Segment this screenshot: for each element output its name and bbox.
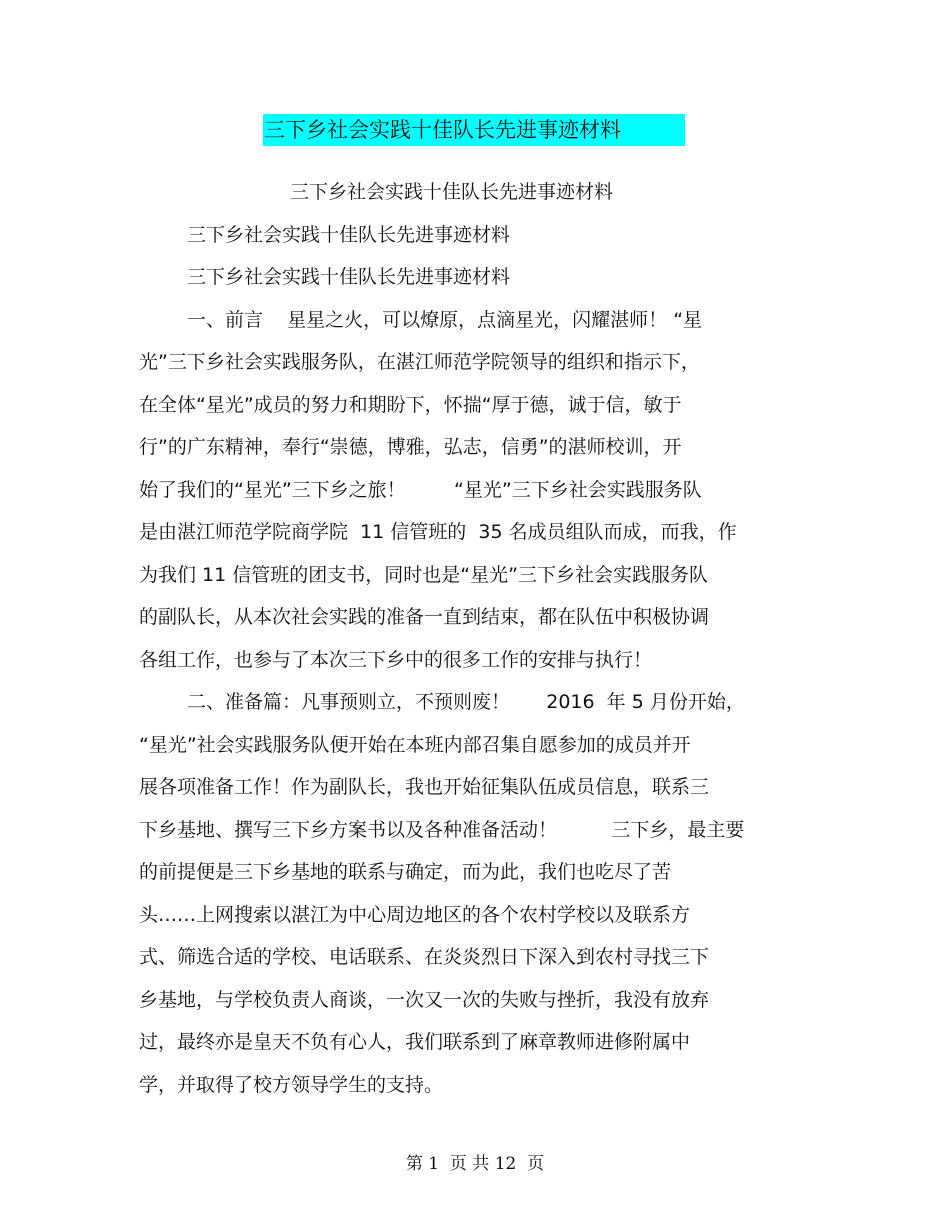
highlighted-title: 三下乡社会实践十佳队长先进事迹材料 <box>263 114 685 146</box>
page-number: 第 1 页 共 12 页 <box>405 1154 545 1174</box>
body-line: 的副队长，从本次社会实践的准备一直到结束，都在队伍中积极协调 <box>139 606 710 628</box>
body-line: 头……上网搜索以湛江为中心周边地区的各个农村学校以及联系方 <box>139 904 691 926</box>
body-line: 三下乡社会实践十佳队长先进事迹材料 <box>187 224 511 246</box>
body-line: 是由湛江师范学院商学院 11 信管班的 35 名成员组队而成，而我，作 <box>139 521 737 543</box>
body-line: 行”的广东精神，奉行“崇德，博雅，弘志，信勇”的湛师校训，开 <box>139 436 682 458</box>
body-line: 三下乡社会实践十佳队长先进事迹材料 <box>187 266 511 288</box>
body-line: 展各项准备工作！作为副队长，我也开始征集队伍成员信息，联系三 <box>139 776 710 798</box>
body-line: 二、准备篇：凡事预则立，不预则废！ 2016 年 5 月份开始， <box>187 691 745 713</box>
page-footer <box>0 1152 950 1176</box>
body-line: 为我们 11 信管班的团支书，同时也是“星光”三下乡社会实践服务队 <box>139 564 708 586</box>
body-line: 光”三下乡社会实践服务队，在湛江师范学院领导的组织和指示下， <box>139 351 700 373</box>
body-line: 的前提便是三下乡基地的联系与确定，而为此，我们也吃尽了苦 <box>139 861 672 883</box>
subtitle-line: 三下乡社会实践十佳队长先进事迹材料 <box>290 181 614 203</box>
body-line: 一、前言 星星之火，可以燎原，点滴星光，闪耀湛师！ “星 <box>187 309 703 331</box>
body-line: 过，最终亦是皇天不负有心人，我们联系到了麻章教师进修附属中 <box>139 1031 691 1053</box>
body-line: 乡基地，与学校负责人商谈，一次又一次的失败与挫折，我没有放弃 <box>139 989 710 1011</box>
body-line: 式、筛选合适的学校、电话联系、在炎炎烈日下深入到农村寻找三下 <box>139 946 710 968</box>
body-line: 始了我们的“星光”三下乡之旅！ “星光”三下乡社会实践服务队 <box>139 479 702 501</box>
body-line: 学，并取得了校方领导学生的支持。 <box>139 1074 444 1096</box>
body-line: 各组工作，也参与了本次三下乡中的很多工作的安排与执行！ <box>139 649 653 671</box>
body-line: “星光”社会实践服务队便开始在本班内部召集自愿参加的成员并开 <box>139 734 691 756</box>
body-line: 下乡基地、撰写三下乡方案书以及各种准备活动！ 三下乡，最主要 <box>139 819 745 841</box>
body-line: 在全体“星光”成员的努力和期盼下，怀揣“厚于德，诚于信，敏于 <box>139 394 682 416</box>
